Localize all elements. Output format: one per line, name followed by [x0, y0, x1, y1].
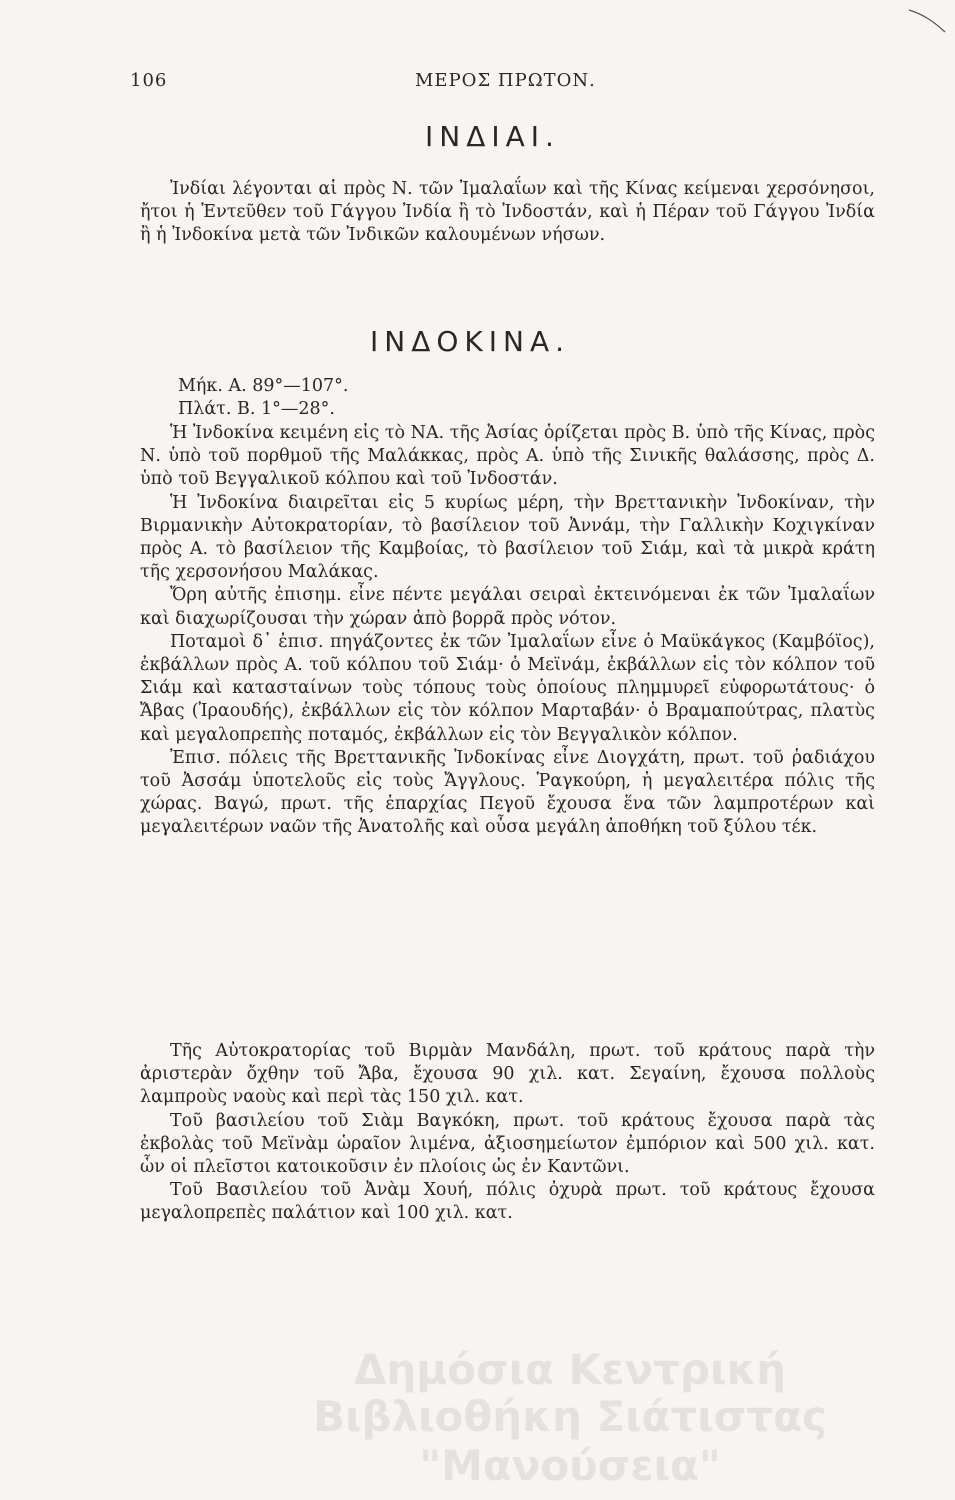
coordinates [178, 375, 348, 421]
running-head [130, 70, 870, 100]
siam-cities-paragraph: Τοῦ βασιλείου τοῦ Σιὰμ Βαγκόκη, πρωτ. τοῦ κράτους ἔχουσα παρὰ τὰς ἐκβολὰς τοῦ Μεϊνὰμ ὡραῖον λιμένα, ἀξιοσημείωτον ἐμπόριον καὶ 500 χιλ. κατ. ὧν οἱ πλεῖστοι κατοικοῦσιν ἐν πλοίοις ὡς ἐν Καντῶνι. [140, 1110, 875, 1178]
latitude-line: Πλάτ. Β. 1°—28°. [178, 399, 335, 420]
indochina-paragraph-5: Ἐπισ. πόλεις τῆς Βρεττανικῆς Ἰνδοκίνας εἶνε Διογχάτη, πρωτ. τοῦ ῥαδιάχου τοῦ Ἀσσάμ ὑποτελοῦς εἰς τοὺς Ἄγγλους. Ῥαγκούρη, ἡ μεγαλειτέρα πόλις τῆς χώρας. Βαγώ, πρωτ. τῆς ἐπαρχίας Πεγοῦ ἔχουσα ἕνα τῶν λαμπροτέρων καὶ μεγαλειτέρων ναῶν τῆς Ἀνατολῆς καὶ οὖσα μεγάλη ἀποθήκη τοῦ ξύλου τέκ. [140, 747, 875, 838]
longitude-line: Μήκ. Α. 89°—107°. [178, 376, 349, 396]
page-corner-mark [907, 6, 947, 36]
annam-cities-paragraph: Τοῦ Βασιλείου τοῦ Ἀνὰμ Χουή, πόλις ὀχυρὰ πρωτ. τοῦ κράτους ἔχουσα μεγαλοπρεπὲς παλάτιον καὶ 100 χιλ. κατ. [140, 1180, 875, 1224]
india-heading: ΙΝΔΙΑΙ. [425, 120, 560, 153]
part-title: ΜΕΡΟΣ ΠΡΩΤΟΝ. [415, 70, 596, 91]
library-watermark-line-1: Δημόσια Κεντρική [353, 1345, 787, 1394]
page-number: 106 [130, 70, 168, 91]
indochina-paragraph-1: Ἡ Ἰνδοκίνα κειμένη εἰς τὸ ΝΑ. τῆς Ἀσίας ὁρίζεται πρὸς Β. ὑπὸ τῆς Κίνας, πρὸς Ν. ὑπὸ τοῦ πορθμοῦ τῆς Μαλάκκας, πρὸς Α. ὑπὸ τῆς Σινικῆς θαλάσσης, πρὸς Δ. ὑπὸ τοῦ Βεγγαλικοῦ κόλπου καὶ τοῦ Ἰνδοστάν. [140, 423, 875, 490]
indochina-paragraph-3: Ὄρη αὐτῆς ἐπισημ. εἶνε πέντε μεγάλαι σειραὶ ἐκτεινόμεναι ἐκ τῶν Ἰμαλαΐων καὶ διαχωρίζουσαι τὴν χώραν ἀπὸ βορρᾶ πρὸς νότον. [140, 585, 875, 629]
indochina-paragraph-2: Ἡ Ἰνδοκίνα διαιρεῖται εἰς 5 κυρίως μέρη, τὴν Βρεττανικὴν Ἰνδοκίναν, τὴν Βιρμανικὴν Αὐτοκρατορίαν, τὸ βασίλειον τοῦ Ἀννάμ, τὴν Γαλλικὴν Κοχιγκίναν πρὸς Α. τὸ βασίλειον τῆς Καμβοίας, τὸ βασίλειον τοῦ Σιάμ, καὶ τὰ μικρὰ κράτη τῆς χερσονήσου Μαλάκας. [140, 492, 875, 583]
library-watermark-line-2: Βιβλιοθήκη Σιάτιστας "Μανούσεια" [313, 1392, 827, 1490]
cities-section [140, 1040, 875, 1226]
indochina-paragraph-4: Ποταμοὶ δ᾽ ἐπισ. πηγάζοντες ἐκ τῶν Ἰμαλαΐων εἶνε ὁ Μαϋκάγκος (Καμβόϊος), ἐκβάλλων πρὸς Α. τοῦ κόλπου τοῦ Σιάμ· ὁ Μεϊνάμ, ἐκβάλλων εἰς τὸν κόλπον τοῦ Σιάμ καὶ κατασταίνων τοὺς τόπους τοὺς ὁποίους πλημμυρεῖ εὐφορωτάτους· ὁ Ἄβας (Ἰραουδής), ἐκβάλλων εἰς τὸν κόλπον Μαρταβάν· ὁ Βραμαπούτρας, πλατὺς καὶ μεγαλοπρεπὴς ποταμός, ἐκβάλλων εἰς τὸν Βεγγαλικὸν κόλπον. [140, 631, 875, 745]
indochina-section [140, 422, 875, 840]
burma-cities-paragraph: Τῆς Αὐτοκρατορίας τοῦ Βιρμὰν Μανδάλη, πρωτ. τοῦ κράτους παρὰ τὴν ἀριστερὰν ὄχθην τοῦ Ἄβα, ἔχουσα 90 χιλ. κατ. Σεγαίνη, ἔχουσα πολλοὺς λαμπροὺς ναοὺς καὶ περὶ τὰς 150 χιλ. κατ. [140, 1041, 875, 1108]
india-section [140, 178, 875, 248]
indochina-heading: ΙΝΔΟΚΙΝΑ. [370, 325, 571, 358]
india-paragraph: Ἰνδίαι λέγονται αἱ πρὸς Ν. τῶν Ἰμαλαΐων καὶ τῆς Κίνας κείμεναι χερσόνησοι, ἤτοι ἡ Ἐντεῦθεν τοῦ Γάγγου Ἰνδία ἢ τὸ Ἰνδοστάν, καὶ ἡ Πέραν τοῦ Γάγγου Ἰνδία ἢ ἡ Ἰνδοκίνα μετὰ τῶν Ἰνδικῶν καλουμένων νήσων. [140, 179, 875, 246]
